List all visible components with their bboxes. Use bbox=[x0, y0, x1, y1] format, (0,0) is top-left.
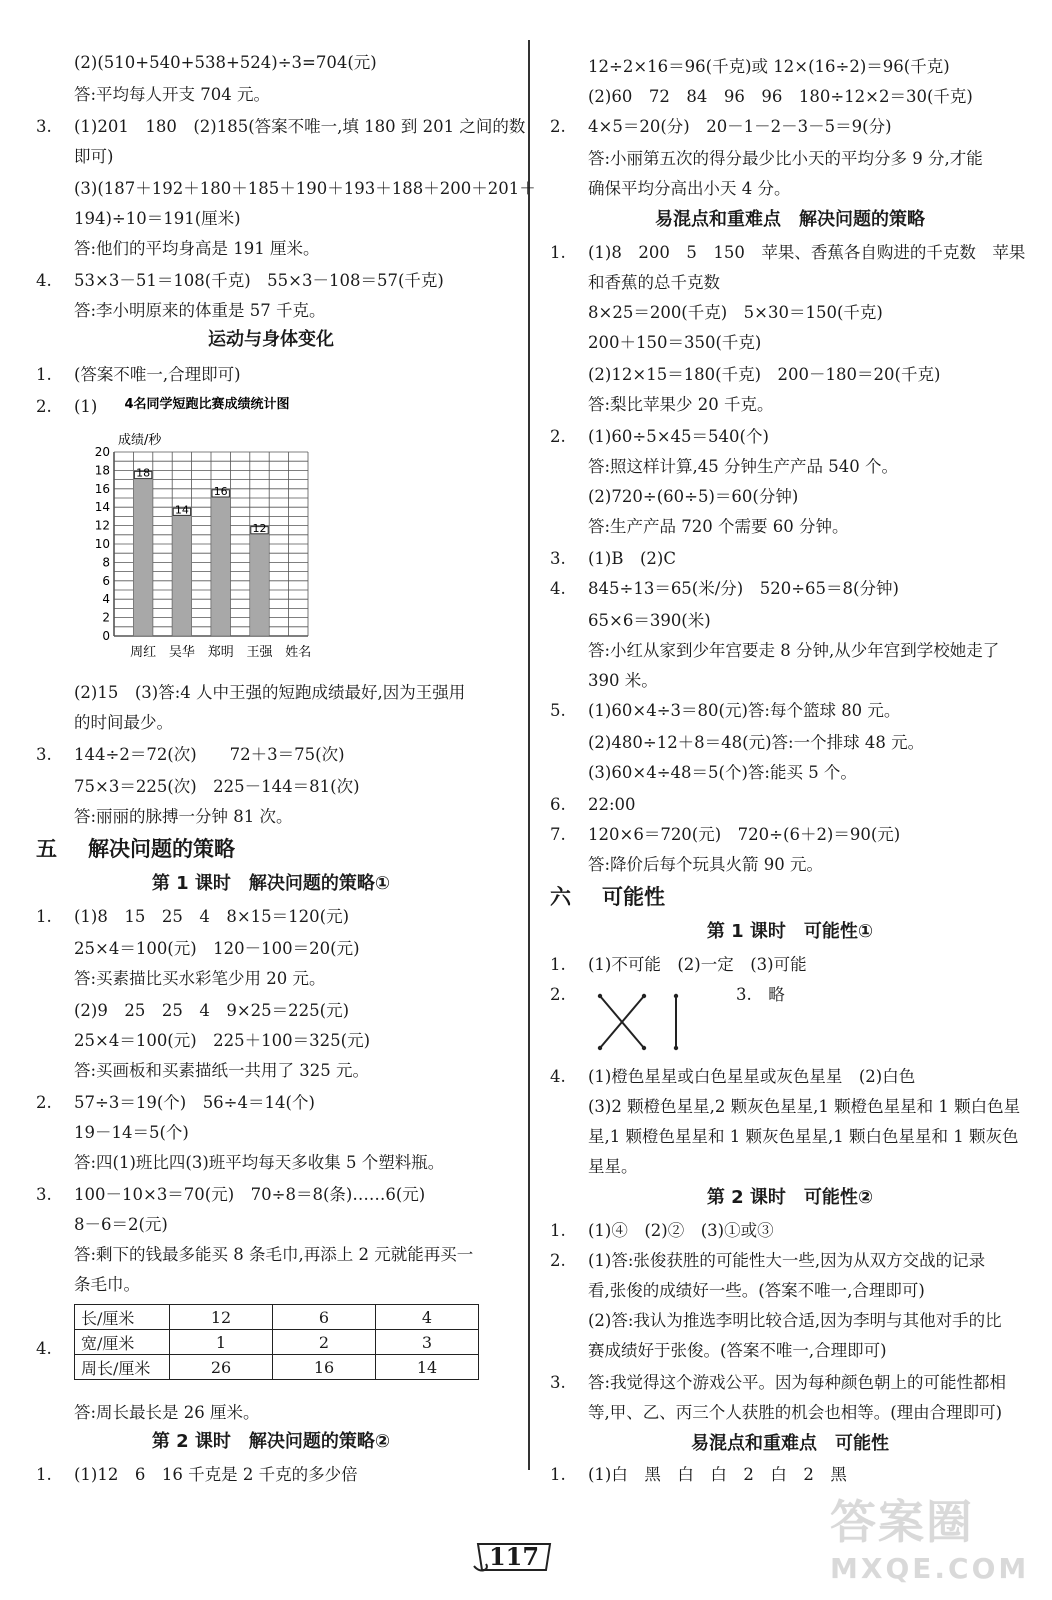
chapter-title: 解决问题的策略 bbox=[88, 837, 235, 861]
answer-line: (2)60 72 84 96 96 180÷12×2＝30(千克) bbox=[588, 87, 973, 106]
question-number: 4. bbox=[550, 1067, 566, 1086]
answer-line: 答:剩下的钱最多能买 8 条毛巾,再添上 2 元就能再买一 bbox=[74, 1245, 474, 1264]
table-cell: 14 bbox=[376, 1355, 479, 1380]
lesson-heading-2: 第 2 课时 可能性② bbox=[706, 1187, 874, 1208]
bar-value-label: 18 bbox=[136, 466, 151, 480]
question-number: 7. bbox=[550, 825, 566, 844]
answer-line: 答:平均每人开支 704 元。 bbox=[74, 85, 271, 104]
answer-line: (1)60×4÷3＝80(元)答:每个篮球 80 元。 bbox=[588, 701, 901, 720]
answer-line: (1)答:张俊获胜的可能性大一些,因为从双方交战的记录 bbox=[588, 1251, 986, 1270]
watermark-logo bbox=[830, 1486, 1040, 1596]
answer-line: 144÷2＝72(次) 72＋3＝75(次) bbox=[74, 745, 345, 764]
question-number: 2. bbox=[550, 427, 566, 446]
question-number: 1. bbox=[550, 1221, 566, 1240]
answer-line: 120×6＝720(元) 720÷(6＋2)＝90(元) bbox=[588, 825, 901, 844]
question-number: 1. bbox=[36, 1465, 52, 1484]
y-tick-label: 20 bbox=[94, 445, 110, 459]
question-number: 1. bbox=[36, 365, 52, 384]
watermark-text: 答案圈 bbox=[830, 1495, 974, 1549]
page-number bbox=[472, 1540, 556, 1574]
answer-line: 100－10×3＝70(元) 70÷8＝8(条)……6(元) bbox=[74, 1185, 426, 1204]
answer-line: 22:00 bbox=[588, 795, 636, 814]
answer-line: 答:小红从家到少年宫要走 8 分钟,从少年宫到学校她走了 bbox=[588, 641, 1000, 660]
y-tick-label: 8 bbox=[102, 555, 110, 570]
watermark-url: MXQE.COM bbox=[830, 1552, 1030, 1585]
answer-line: (2)(510+540+538+524)÷3=704(元) bbox=[74, 53, 377, 72]
table-cell: 2 bbox=[273, 1330, 376, 1355]
table-row bbox=[75, 1330, 479, 1355]
table-row-head: 宽/厘米 bbox=[75, 1330, 170, 1355]
column-divider bbox=[528, 40, 530, 1470]
question-number: 3. bbox=[36, 1185, 52, 1204]
y-tick-label: 4 bbox=[102, 592, 110, 607]
bar-value-label: 16 bbox=[213, 485, 228, 498]
answer-line: 星星。 bbox=[588, 1157, 638, 1176]
answer-line: (2)480÷12＋8＝48(元)答:一个排球 48 元。 bbox=[588, 733, 925, 752]
question-number: 2. bbox=[550, 117, 566, 136]
answer-line: 等,甲、乙、丙三个人获胜的机会也相等。(理由合理即可) bbox=[588, 1403, 1003, 1422]
answer-line: 确保平均分高出小天 4 分。 bbox=[588, 179, 791, 198]
answer-line: 4×5＝20(分) 20－1－2－3－5＝9(分) bbox=[588, 117, 892, 136]
answer-line: 8×25＝200(千克) 5×30＝150(千克) bbox=[588, 303, 883, 322]
answer-line: 12÷2×16＝96(千克)或 12×(16÷2)＝96(千克) bbox=[588, 57, 950, 76]
question-number: 3. bbox=[36, 745, 52, 764]
question-number: 1. bbox=[550, 243, 566, 262]
answer-line: (2)15 (3)答:4 人中王强的短跑成绩最好,因为王强用 bbox=[74, 683, 466, 702]
chapter-6-heading bbox=[550, 884, 665, 910]
answer-line: (1)白 黑 白 白 2 白 2 黑 bbox=[588, 1465, 847, 1484]
answer-line: 25×4＝100(元) 120－100＝20(元) bbox=[74, 939, 360, 958]
bar-value-label: 12 bbox=[252, 521, 267, 535]
answer-line: 答:生产产品 720 个需要 60 分钟。 bbox=[588, 517, 849, 536]
question-number: 2. bbox=[550, 985, 566, 1004]
y-tick-label: 12 bbox=[94, 518, 110, 533]
table-row bbox=[75, 1355, 479, 1380]
question-number: 4. bbox=[36, 271, 52, 290]
answer-line: 65×6＝390(米) bbox=[588, 611, 711, 630]
question-number: 1. bbox=[550, 955, 566, 974]
answer-line: 194)÷10＝191(厘米) bbox=[74, 209, 241, 228]
answer-line: (2)720÷(60÷5)＝60(分钟) bbox=[588, 487, 799, 506]
answer-line: (3)2 颗橙色星星,2 颗灰色星星,1 颗橙色星星和 1 颗白色星 bbox=[588, 1097, 1021, 1116]
chart-bar bbox=[250, 526, 269, 636]
lesson-heading-2: 第 2 课时 解决问题的策略② bbox=[151, 1431, 391, 1452]
answer-line: (答案不唯一,合理即可) bbox=[74, 365, 241, 384]
answer-line: 答:四(1)班比四(3)班平均每天多收集 5 个塑料瓶。 bbox=[74, 1153, 445, 1172]
y-tick-label: 0 bbox=[102, 629, 110, 643]
question-number: 2. bbox=[36, 1093, 52, 1112]
question-number: 2. bbox=[550, 1251, 566, 1270]
chapter-title: 可能性 bbox=[602, 885, 665, 909]
table-cell: 6 bbox=[273, 1305, 376, 1330]
question-number: 3. bbox=[36, 117, 52, 136]
table-cell: 26 bbox=[170, 1355, 273, 1380]
answer-line: 200＋150＝350(千克) bbox=[588, 333, 762, 352]
answer-line: 答:买画板和买素描纸一共用了 325 元。 bbox=[74, 1061, 370, 1080]
table-cell: 16 bbox=[273, 1355, 376, 1380]
y-tick-label: 6 bbox=[102, 573, 110, 588]
chapter-5-heading bbox=[36, 836, 235, 862]
answer-line: 25×4＝100(元) 225＋100＝325(元) bbox=[74, 1031, 371, 1050]
bar-value-label: 14 bbox=[174, 503, 189, 517]
answer-line: (3)(187＋192＋180＋185＋190＋193＋188＋200＋201＋ bbox=[74, 179, 536, 198]
answer-line: (1) bbox=[74, 397, 98, 416]
lesson-heading-1: 第 1 课时 可能性① bbox=[706, 921, 874, 942]
answer-line: (1)8 200 5 150 苹果、香蕉各自购进的千克数 苹果 bbox=[588, 243, 1026, 262]
table-cell: 3 bbox=[376, 1330, 479, 1355]
answer-line: 赛成绩好于张俊。(答案不唯一,合理即可) bbox=[588, 1341, 887, 1360]
answer-line: 53×3－51＝108(千克) 55×3－108＝57(千克) bbox=[74, 271, 444, 290]
answer-line: 条毛巾。 bbox=[74, 1275, 140, 1294]
question-number: 3. bbox=[550, 549, 566, 568]
answer-line: (3)60×4÷48＝5(个)答:能买 5 个。 bbox=[588, 763, 857, 782]
chapter-number: 五 bbox=[36, 837, 57, 861]
answer-line: 19－14＝5(个) bbox=[74, 1123, 189, 1142]
answer-line: 答:我觉得这个游戏公平。因为每种颜色朝上的可能性都相 bbox=[588, 1373, 1007, 1392]
question-number: 5. bbox=[550, 701, 566, 720]
answer-line: 星,1 颗橙色星星和 1 颗灰色星星,1 颗白色星星和 1 颗灰色 bbox=[588, 1127, 1019, 1146]
answer-line: (2)12×15＝180(千克) 200－180＝20(千克) bbox=[588, 365, 941, 384]
y-axis-label: 成绩/秒 bbox=[118, 433, 162, 448]
answer-line: 75×3＝225(次) 225－144＝81(次) bbox=[74, 777, 360, 796]
chapter-number: 六 bbox=[550, 885, 571, 909]
x-axis-label: 姓名 bbox=[285, 645, 312, 660]
matching-lines-figure bbox=[594, 990, 684, 1054]
question-number: 3. bbox=[550, 1373, 566, 1392]
y-tick-label: 2 bbox=[102, 610, 110, 625]
question-number: 1. bbox=[550, 1465, 566, 1484]
answer-line: 答:照这样计算,45 分钟生产产品 540 个。 bbox=[588, 457, 899, 476]
answer-line: 3. 略 bbox=[736, 985, 785, 1004]
page-number-text: 117 bbox=[488, 1542, 540, 1571]
x-tick-label: 吴华 bbox=[168, 645, 195, 660]
table-cell: 1 bbox=[170, 1330, 273, 1355]
question-number: 2. bbox=[36, 397, 52, 416]
answer-line: 答:他们的平均身高是 191 厘米。 bbox=[74, 239, 320, 258]
answer-line: (1)④ (2)② (3)①或③ bbox=[588, 1221, 774, 1240]
lesson-heading-1: 第 1 课时 解决问题的策略① bbox=[151, 873, 391, 894]
chart-title: 4名同学短跑比赛成绩统计图 bbox=[124, 397, 290, 412]
question-number: 1. bbox=[36, 907, 52, 926]
y-tick-label: 10 bbox=[94, 537, 110, 551]
answer-line: 答:梨比苹果少 20 千克。 bbox=[588, 395, 774, 414]
y-tick-label: 16 bbox=[94, 481, 110, 496]
answer-line: 答:买素描比买水彩笔少用 20 元。 bbox=[74, 969, 326, 988]
question-number: 6. bbox=[550, 795, 566, 814]
answer-line: (2)9 25 25 4 9×25＝225(元) bbox=[74, 1001, 350, 1020]
table-cell: 12 bbox=[170, 1305, 273, 1330]
answer-line: 390 米。 bbox=[588, 671, 658, 690]
perimeter-table bbox=[74, 1304, 479, 1380]
x-tick-label: 王强 bbox=[246, 645, 273, 660]
answer-line: 答:李小明原来的体重是 57 千克。 bbox=[74, 301, 326, 320]
answer-line: 57÷3＝19(个) 56÷4＝14(个) bbox=[74, 1093, 315, 1112]
answer-line: 和香蕉的总千克数 bbox=[588, 273, 720, 292]
chart-bar bbox=[172, 507, 191, 636]
answer-line: 答:降价后每个玩具火箭 90 元。 bbox=[588, 855, 824, 874]
answer-line: (1)60÷5×45＝540(个) bbox=[588, 427, 769, 446]
table-row-head: 长/厘米 bbox=[75, 1305, 170, 1330]
section-heading-sport: 运动与身体变化 bbox=[208, 329, 334, 350]
question-number: 4. bbox=[550, 579, 566, 598]
table-cell: 4 bbox=[376, 1305, 479, 1330]
x-tick-label: 周红 bbox=[130, 645, 157, 660]
answer-line: (1)B (2)C bbox=[588, 549, 676, 568]
answer-line: (2)答:我认为推选李明比较合适,因为李明与其他对手的比 bbox=[588, 1311, 1002, 1330]
x-tick-label: 郑明 bbox=[207, 645, 234, 660]
answer-line: (1)12 6 16 千克是 2 千克的多少倍 bbox=[74, 1465, 358, 1484]
answer-line: 即可) bbox=[74, 147, 114, 166]
y-tick-label: 14 bbox=[94, 500, 110, 515]
table-row bbox=[75, 1305, 479, 1330]
answer-line: 答:丽丽的脉搏一分钟 81 次。 bbox=[74, 807, 293, 826]
answer-line: 845÷13＝65(米/分) 520÷65＝8(分钟) bbox=[588, 579, 899, 598]
answer-line: 答:小丽第五次的得分最少比小天的平均分多 9 分,才能 bbox=[588, 149, 983, 168]
answer-line: 看,张俊的成绩好一些。(答案不唯一,合理即可) bbox=[588, 1281, 925, 1300]
answer-line: (1)橙色星星或白色星星或灰色星星 (2)白色 bbox=[588, 1067, 916, 1086]
y-tick-label: 18 bbox=[94, 463, 110, 478]
bar-chart bbox=[72, 384, 342, 674]
chart-bar bbox=[211, 489, 230, 636]
answer-line: 8－6＝2(元) bbox=[74, 1215, 168, 1234]
answer-line: (1)201 180 (2)185(答案不唯一,填 180 到 201 之间的数 bbox=[74, 117, 526, 136]
table-row-head: 周长/厘米 bbox=[75, 1355, 170, 1380]
section-heading-mix-strategy: 易混点和重难点 解决问题的策略 bbox=[655, 209, 925, 230]
question-number: 4. bbox=[36, 1339, 52, 1358]
answer-line: 答:周长最长是 26 厘米。 bbox=[74, 1403, 260, 1422]
answer-line: (1)不可能 (2)一定 (3)可能 bbox=[588, 955, 807, 974]
chart-bar bbox=[133, 470, 152, 636]
answer-line: 的时间最少。 bbox=[74, 713, 173, 732]
section-heading-mix-possibility: 易混点和重难点 可能性 bbox=[691, 1433, 889, 1454]
answer-line: (1)8 15 25 4 8×15＝120(元) bbox=[74, 907, 350, 926]
